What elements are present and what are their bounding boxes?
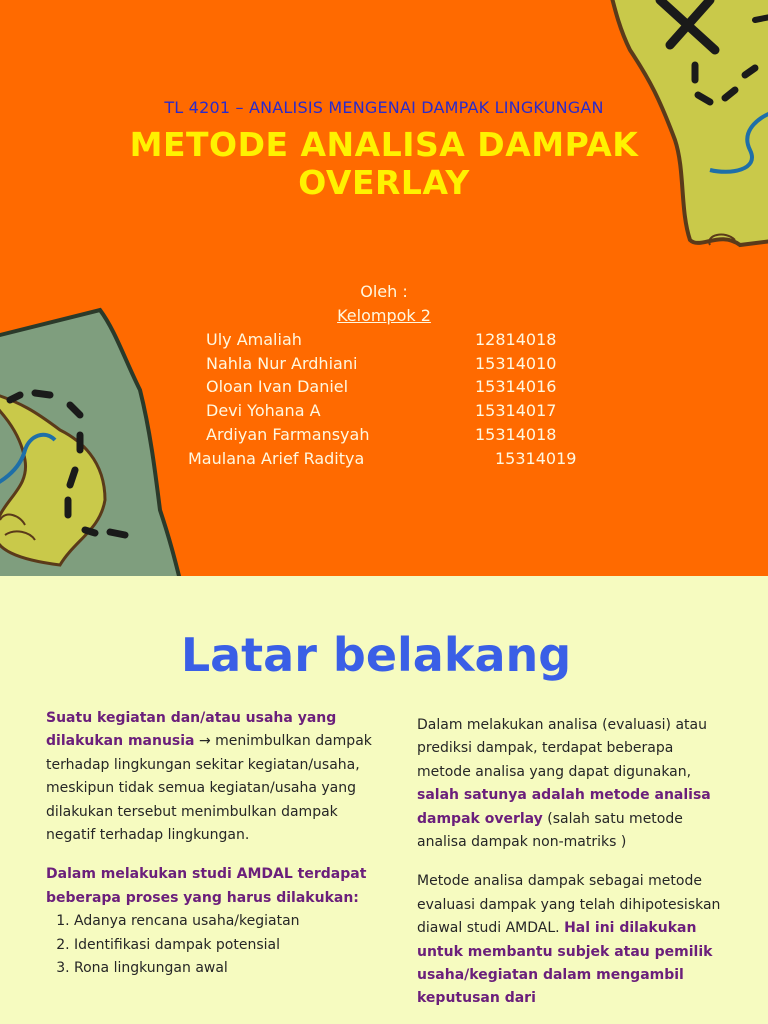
- intro-highlight: Suatu kegiatan dan/atau usaha yang dilakukan manusia: [46, 710, 337, 750]
- member-name: Devi Yohana A: [206, 401, 321, 420]
- treasure-map-decoration-left: [0, 300, 200, 576]
- member-name: Nahla Nur Ardhiani: [206, 354, 358, 373]
- course-subtitle: TL 4201 – ANALISIS MENGENAI DAMPAK LINGKUNGAN: [164, 98, 604, 117]
- amdal-highlight: Dalam melakukan studi AMDAL terdapat beberapa proses yang harus dilakukan:: [46, 866, 367, 906]
- member-name: Ardiyan Farmansyah: [206, 425, 370, 444]
- member-name: Oloan Ivan Daniel: [206, 377, 349, 396]
- amdal-paragraph: [46, 863, 376, 910]
- method-paragraph: [417, 714, 727, 854]
- member-nim: 15314017: [475, 401, 557, 420]
- method-note: (salah satu metode analisa dampak non-matriks ): [417, 810, 683, 851]
- right-column: [417, 714, 727, 1024]
- method-text: Dalam melakukan analisa (evaluasi) atau prediksi dampak, terdapat beberapa metode analisa yang dapat digunakan,: [417, 717, 707, 780]
- presentation-title: [0, 126, 768, 202]
- title-line-1: METODE ANALISA DAMPAK: [129, 125, 639, 164]
- evaluation-highlight: Hal ini dilakukan untuk membantu subjek atau pemilik usaha/kegiatan dalam mengambil keputusan dari: [417, 920, 713, 1007]
- member-nim: 15314019: [495, 449, 577, 468]
- amdal-steps-list: [46, 910, 376, 980]
- method-highlight: salah satunya adalah metode analisa dampak overlay: [417, 787, 711, 827]
- member-nim: 15314016: [475, 377, 557, 396]
- list-item: 3. Rona lingkungan awal: [74, 957, 376, 980]
- group-label: [0, 306, 768, 325]
- evaluation-paragraph: [417, 870, 727, 1010]
- intro-paragraph: [46, 707, 376, 847]
- list-item: 1. Adanya rencana usaha/kegiatan: [74, 910, 376, 933]
- member-name: Uly Amaliah: [206, 330, 302, 349]
- member-name: Maulana Arief Raditya: [188, 449, 365, 468]
- background-slide: [0, 576, 768, 1024]
- arrow-icon: →: [194, 733, 216, 750]
- title-line-2: OVERLAY: [298, 163, 470, 202]
- member-nim: 15314010: [475, 354, 557, 373]
- list-item: 2. Identifikasi dampak potensial: [74, 934, 376, 957]
- member-nim: 15314018: [475, 425, 557, 444]
- author-label: Oleh :: [360, 282, 408, 301]
- evaluation-text: Metode analisa dampak sebagai metode evaluasi dampak yang telah dihipotesiskan diawal studi AMDAL.: [417, 873, 721, 937]
- member-nim: 12814018: [475, 330, 557, 349]
- slide-heading: Latar belakang: [180, 628, 572, 682]
- intro-text: menimbulkan dampak terhadap lingkungan sekitar kegiatan/usaha, meskipun tidak semua kegiatan/usaha yang dilakukan tersebut menimbulkan dampak negatif terhadap lingkungan.: [46, 733, 372, 844]
- left-column: [46, 707, 376, 980]
- group-name: Kelompok 2: [337, 306, 431, 325]
